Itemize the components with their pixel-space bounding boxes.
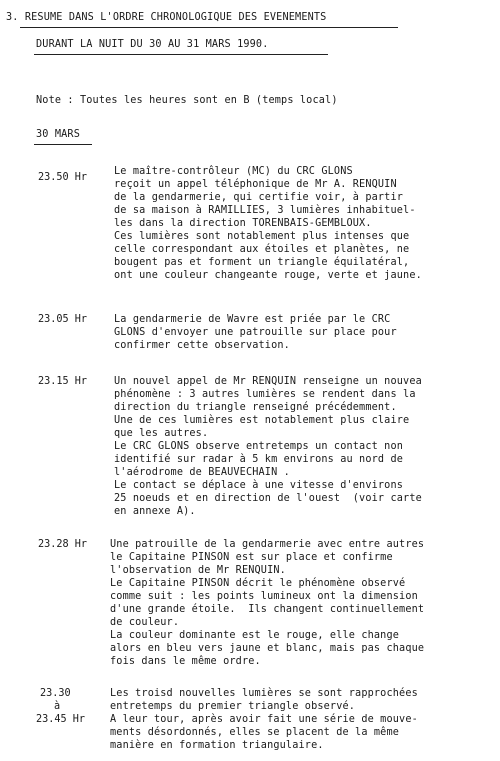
entry-line: l'aérodrome de BEAUVECHAIN . xyxy=(114,467,290,478)
entry-time-separator: à xyxy=(54,701,61,712)
entry-line: direction du triangle renseigné précédemment. xyxy=(114,402,397,413)
entry-line: identifié sur radar à 5 km environs au nord de xyxy=(114,454,404,465)
subtitle-underline xyxy=(34,54,328,55)
entry-line: Un nouvel appel de Mr RENQUIN renseigne un nouvea xyxy=(114,376,422,387)
entry-line: Le CRC GLONS observe entretemps un contact non xyxy=(114,441,404,452)
entry-line: entretemps du premier triangle observé. xyxy=(110,701,356,712)
date-heading: 30 MARS xyxy=(36,129,80,140)
entry-line: les dans la direction TORENBAIS-GEMBLOUX. xyxy=(114,218,372,229)
entry-time-end: 23.45 Hr xyxy=(36,714,86,725)
entry-time: 23.15 Hr xyxy=(38,376,88,387)
entry-time: 23.05 Hr xyxy=(38,314,88,325)
entry-line: bougent pas et forment un triangle équilatéral, xyxy=(114,257,410,268)
entry-time-start: 23.30 xyxy=(40,688,71,699)
time-note: Note : Toutes les heures sont en B (temps local) xyxy=(36,95,338,106)
entry-time: 23.28 Hr xyxy=(38,539,88,550)
entry-line: de la gendarmerie, qui certifie voir, à partir xyxy=(114,192,404,203)
entry-line: manière en formation triangulaire. xyxy=(110,740,324,751)
entry-line: que les autres. xyxy=(114,428,209,439)
entry-line: celle correspondant aux étoiles et planètes, ne xyxy=(114,244,410,255)
entry-line: Le contact se déplace à une vitesse d'environs xyxy=(114,480,404,491)
entry-line: en annexe A). xyxy=(114,506,196,517)
entry-line: Le maître-contrôleur (MC) du CRC GLONS xyxy=(114,166,353,177)
entry-line: de couleur. xyxy=(110,617,180,628)
section-title: 3. RESUME DANS L'ORDRE CHRONOLOGIQUE DES EVENEMENTS xyxy=(6,12,327,23)
entry-line: Une patrouille de la gendarmerie avec entre autres xyxy=(110,539,425,550)
entry-line: reçoit un appel téléphonique de Mr A. RENQUIN xyxy=(114,179,397,190)
entry-line: fois dans le même ordre. xyxy=(110,656,261,667)
entry-line: Une de ces lumières est notablement plus claire xyxy=(114,415,410,426)
entry-line: La gendarmerie de Wavre est priée par le CRC xyxy=(114,314,391,325)
entry-line: 25 noeuds et en direction de l'ouest (voir carte xyxy=(114,493,422,504)
entry-line: A leur tour, après avoir fait une série de mouve- xyxy=(110,714,418,725)
entry-line: GLONS d'envoyer une patrouille sur place pour xyxy=(114,327,397,338)
entry-line: phénomène : 3 autres lumières se rendent dans la xyxy=(114,389,416,400)
entry-line: d'une grande étoile. Ils changent continuellement xyxy=(110,604,425,615)
entry-line: l'observation de Mr RENQUIN. xyxy=(110,565,286,576)
entry-line: ments désordonnés, elles se placent de la même xyxy=(110,727,400,738)
entry-line: ont une couleur changeante rouge, verte et jaune. xyxy=(114,270,422,281)
title-underline xyxy=(20,27,398,28)
date-underline xyxy=(34,144,92,145)
entry-line: Ces lumières sont notablement plus intenses que xyxy=(114,231,410,242)
entry-time: 23.50 Hr xyxy=(38,172,88,183)
section-subtitle: DURANT LA NUIT DU 30 AU 31 MARS 1990. xyxy=(36,39,269,50)
entry-line: confirmer cette observation. xyxy=(114,340,290,351)
entry-line: La couleur dominante est le rouge, elle change xyxy=(110,630,400,641)
entry-line: Le Capitaine PINSON décrit le phénomène observé xyxy=(110,578,406,589)
entry-line: Les troisd nouvelles lumières se sont rapprochées xyxy=(110,688,418,699)
entry-line: comme suit : les points lumineux ont la dimension xyxy=(110,591,418,602)
entry-line: de sa maison à RAMILLIES, 3 lumières inhabituel- xyxy=(114,205,416,216)
entry-line: le Capitaine PINSON est sur place et confirme xyxy=(110,552,393,563)
entry-line: alors en bleu vers jaune et blanc, mais pas chaque xyxy=(110,643,425,654)
